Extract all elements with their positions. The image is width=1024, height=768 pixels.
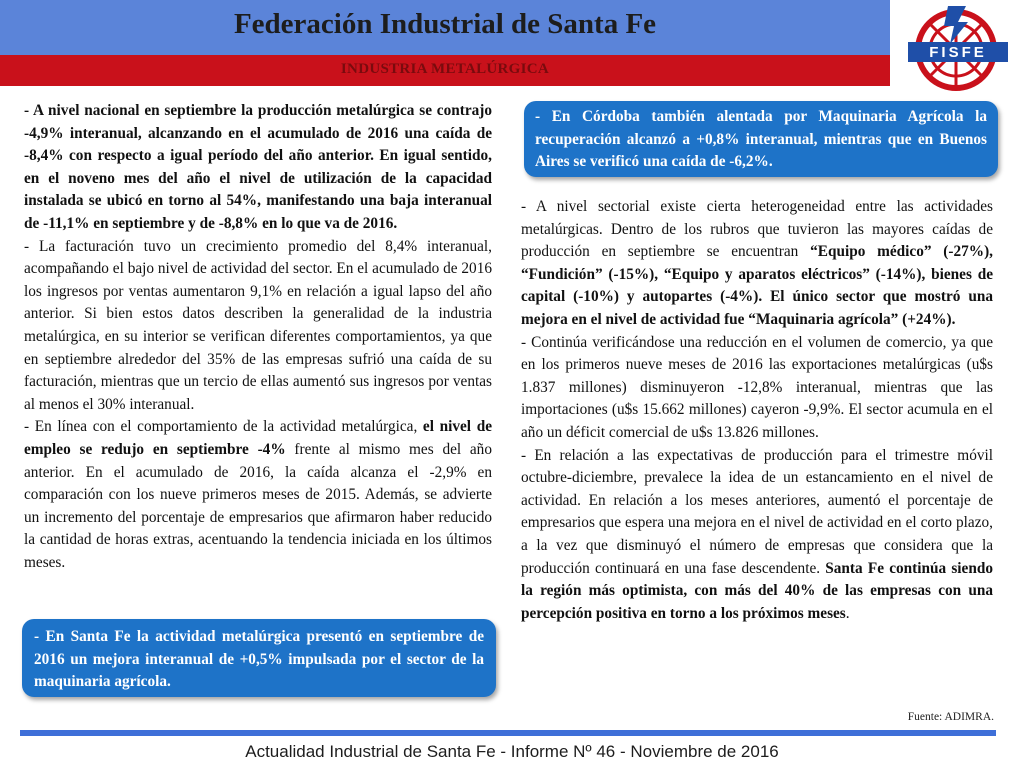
footer-divider	[20, 730, 996, 736]
right-paragraph-3: - En relación a las expectativas de producción para el trimestre móvil octubre-diciembre, prevalece la idea de un estancamiento en el nivel de actividad. En relación a los meses anteriores, aumentó el porcentaje de empresarios que espera una mejora en el nivel de actividad en el corto plazo, a la vez que disminuyó el número de empresas que considera que la producción continuará en una fase descendente. Santa Fe continúa siendo la región más optimista, con más del 40% de las empresas con una percepción positiva en torno a los próximos meses.	[521, 446, 993, 622]
page-title: Federación Industrial de Santa Fe	[233, 8, 657, 40]
logo-text: FISFE	[929, 44, 987, 61]
footer-text: Actualidad Industrial de Santa Fe - Informe Nº 46 - Noviembre de 2016	[245, 742, 779, 761]
cordoba-highlight-box: - En Córdoba también alentada por Maquinaria Agrícola la recuperación alcanzó a +0,8% interanual, mientras que en Buenos Aires se verificó una caída de -6,2%.	[524, 101, 998, 177]
left-paragraph-1: - A nivel nacional en septiembre la producción metalúrgica se contrajo -4,9% interanual, alcanzando en el acumulado de 2016 una caída de -8,4% con respecto a igual período del año anterior. En igual sentido, en el noveno mes del año el nivel de utilización de la capacidad instalada se ubicó en torno al 54%, manifestando una baja interanual de -11,1% en septiembre y de -8,8% en lo que va de 2016.	[24, 102, 492, 232]
section-subtitle: INDUSTRIA METALÚRGICA	[340, 61, 550, 77]
left-paragraph-2: - La facturación tuvo un crecimiento promedio del 8,4% interanual, acompañando el bajo nivel de actividad del sector. En el acumulado de 2016 los ingresos por ventas aumentaron 9,1% en relación a igual lapso del año anterior. Si bien estos datos describen la generalidad de la industria metalúrgica, en su interior se verifican diferentes comportamientos, ya que en septiembre alrededor del 35% de las empresas sufrió una caída de su facturación, mientras que un tercio de ellas aumentó sus ingresos por ventas al menos el 30% interanual.	[24, 237, 492, 413]
right-paragraph-1: - A nivel sectorial existe cierta heterogeneidad entre las actividades metalúrgicas. Dentro de los rubros que tuvieron las mayores caídas de producción en septiembre se encuentran “Equipo médico” (-27%), “Fundición” (-15%), “Equipo y aparatos eléctricos” (-14%), bienes de capital (-10%) y autopartes (-4%). El único sector que mostró una mejora en el nivel de actividad fue “Maquinaria agrícola” (+24%).	[521, 198, 993, 328]
santa-fe-highlight-box: - En Santa Fe la actividad metalúrgica presentó en septiembre de 2016 un mejora interanual de +0,5% impulsada por el sector de la maquinaria agrícola.	[22, 619, 496, 697]
left-column	[24, 100, 492, 574]
left-paragraph-3: - En línea con el comportamiento de la actividad metalúrgica, el nivel de empleo se redujo en septiembre -4% frente al mismo mes del año anterior. En el acumulado de 2016, la caída alcanza el -2,9% en comparación con los nueve primeros meses de 2015. Además, se advierte un incremento del porcentaje de empresarios que afirmaron haber reducido la cantidad de horas extras, acentuando la tendencia iniciada en los últimos meses.	[24, 418, 492, 571]
right-column	[521, 196, 993, 625]
fisfe-logo-icon	[904, 4, 1016, 92]
right-paragraph-2: - Continúa verificándose una reducción en el volumen de comercio, ya que en los primeros nueve meses de 2016 las exportaciones metalúrgicas (u$s 1.837 millones) disminuyeron -12,8% interanual, mientras que las importaciones (u$s 15.662 millones) cayeron -9,9%. El sector acumula en el año un déficit comercial de u$s 13.826 millones.	[521, 333, 993, 441]
source-note: Fuente: ADIMRA.	[907, 711, 994, 723]
